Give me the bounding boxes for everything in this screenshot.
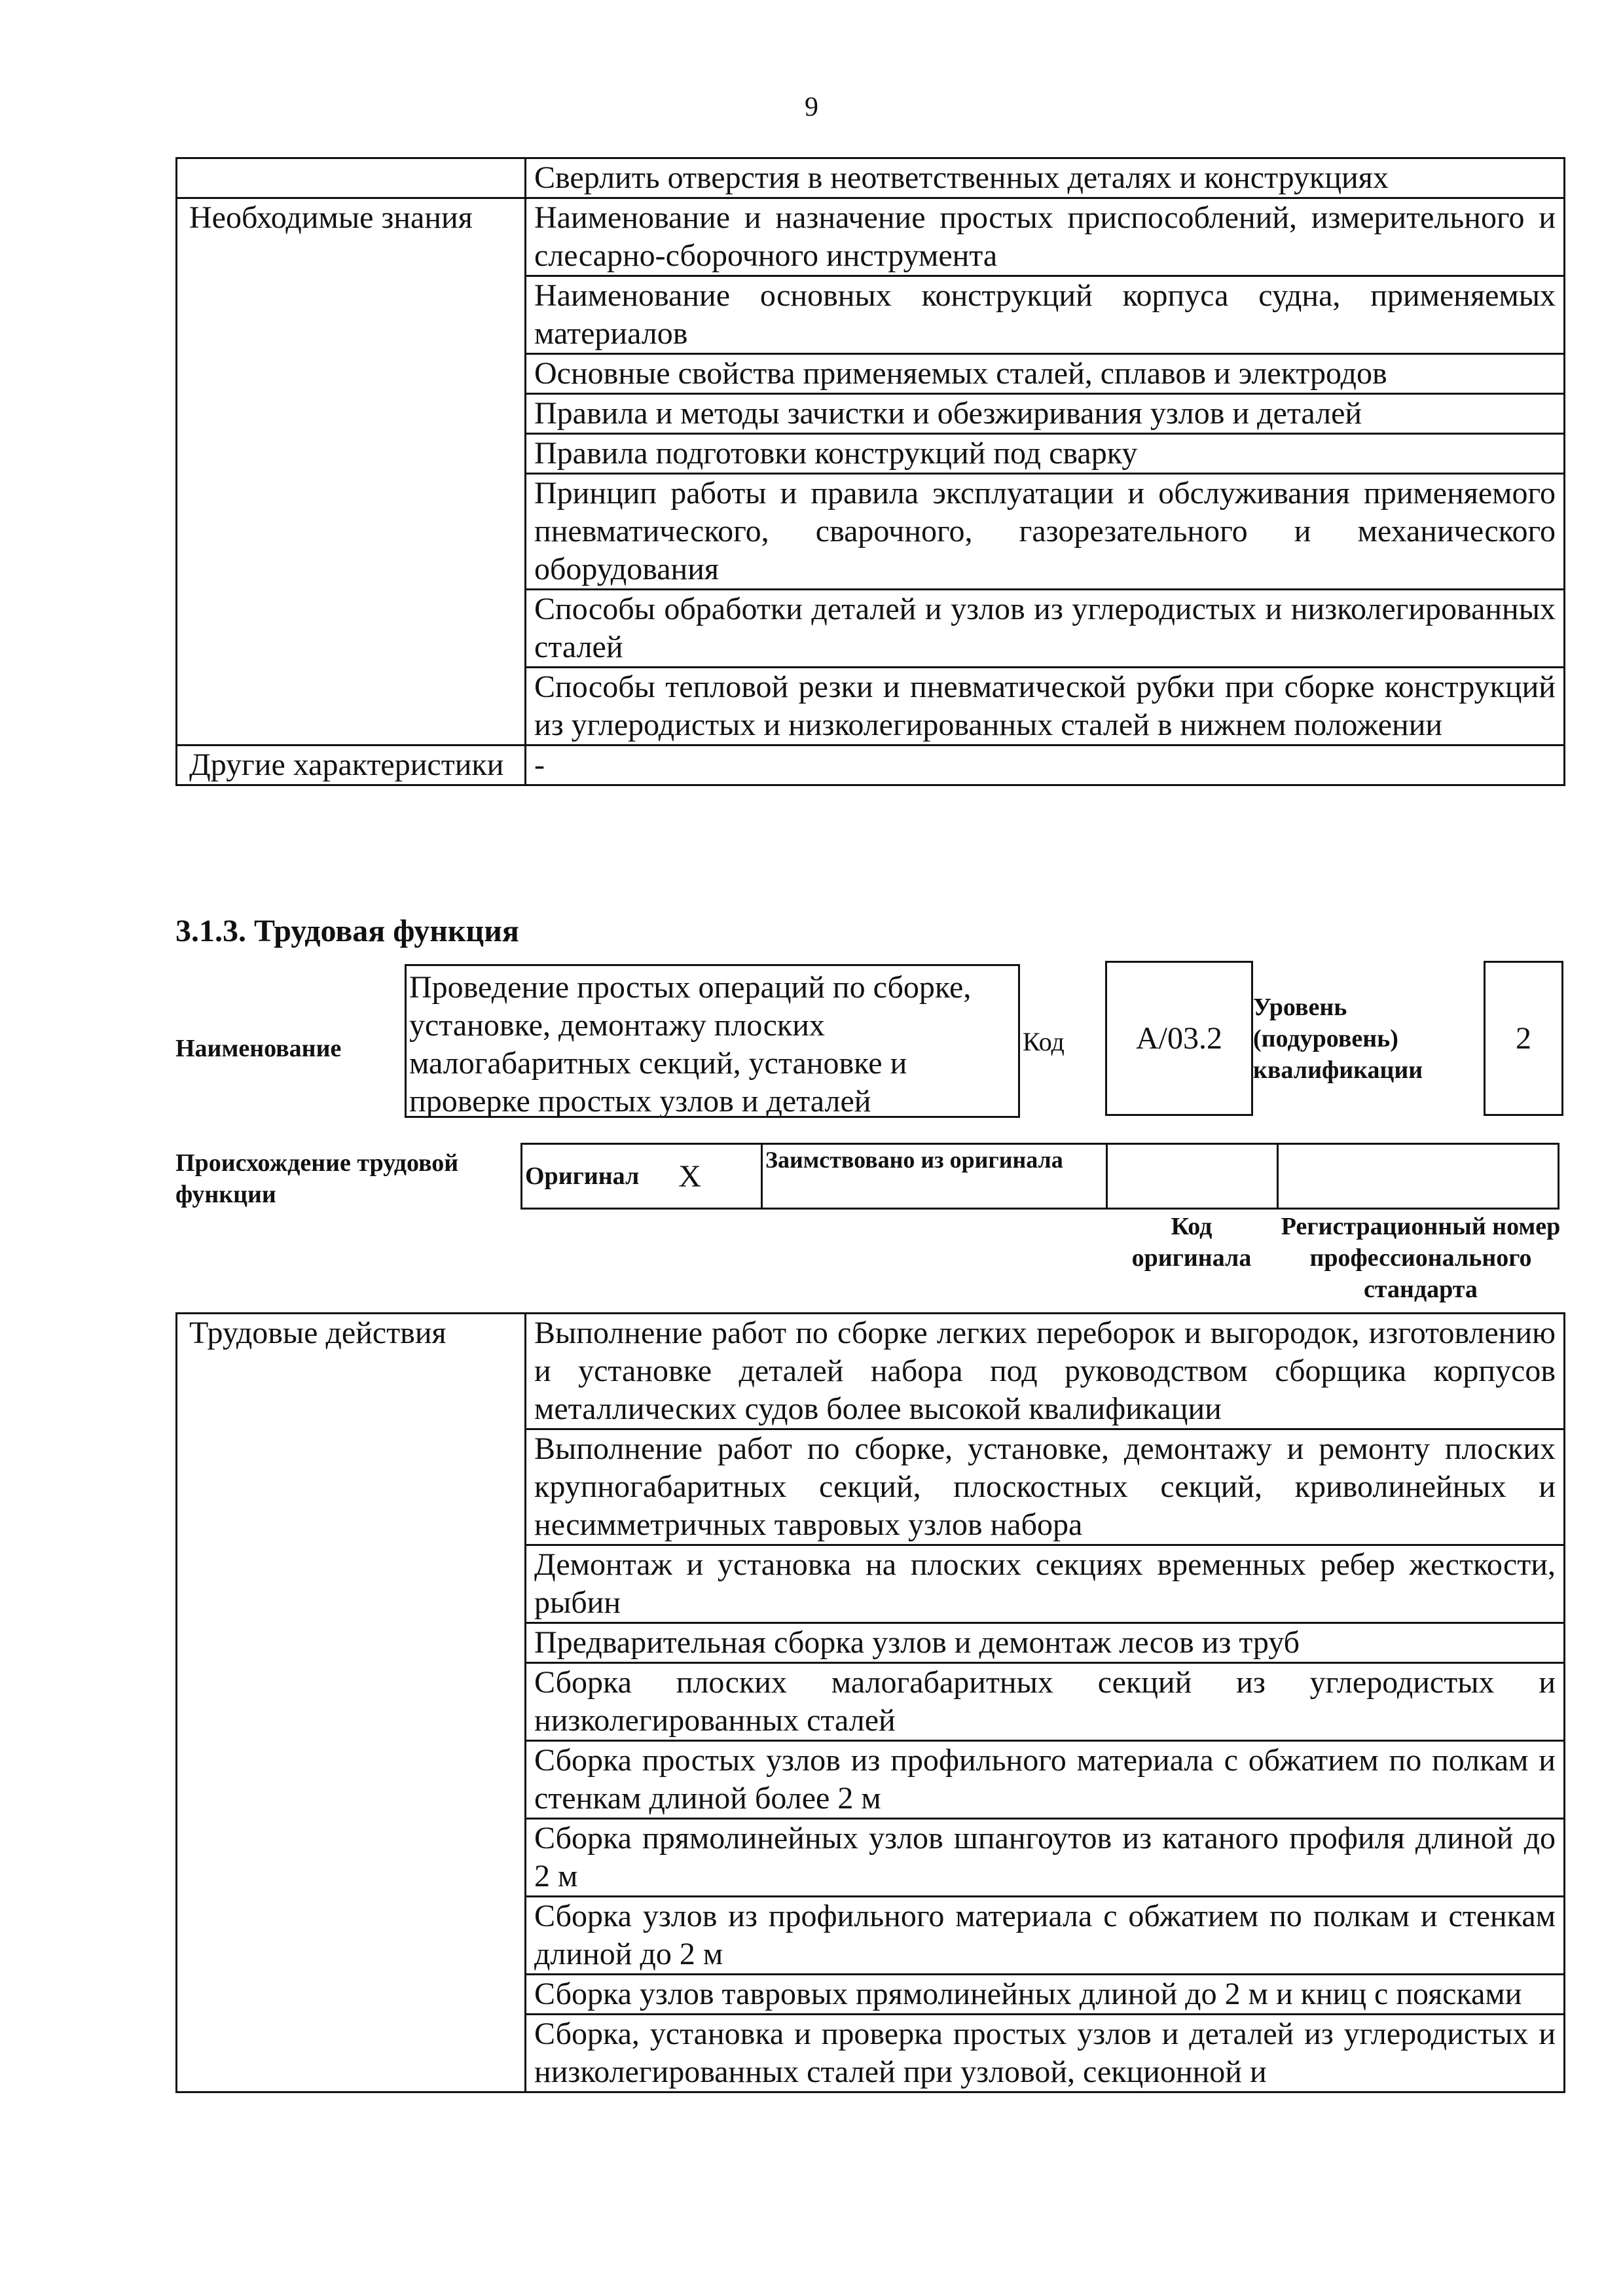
action-item: Сборка узлов из профильного материала с обжатием по полкам и стенкам длиной до 2 м	[526, 1897, 1565, 1975]
code-label: Код	[1023, 1027, 1065, 1056]
knowledge-item: Способы тепловой резки и пневматической рубки при сборке конструкций из углеродистых и низколегированных сталей в нижнем положении	[526, 668, 1565, 745]
action-item: Выполнение работ по сборке, установке, демонтажу и ремонту плоских крупногабаритных секций, плоскостных секций, криволинейных и несимметричных тавровых узлов набора	[526, 1429, 1565, 1545]
table-row	[177, 745, 1565, 785]
original-mark: X	[678, 1158, 701, 1194]
reg-caption: Регистрационный номер профессионального стандарта	[1281, 1213, 1561, 1303]
function-name-label: Наименование	[175, 1035, 342, 1062]
knowledge-item: Способы обработки деталей и узлов из углеродистых и низколегированных сталей	[526, 590, 1565, 668]
level-label: Уровень (подуровень) квалификации	[1253, 994, 1423, 1084]
action-item: Сборка простых узлов из профильного материала с обжатием по полкам и стенкам длиной более 2 м	[526, 1741, 1565, 1819]
code-caption: Код оригинала	[1131, 1213, 1252, 1272]
knowledge-table	[175, 157, 1565, 786]
action-item: Сборка узлов тавровых прямолинейных длиной до 2 м и книц с поясками	[526, 1975, 1565, 2015]
other-characteristics-value: -	[526, 745, 1565, 785]
table-row	[177, 1314, 1565, 1429]
knowledge-item: Правила и методы зачистки и обезжиривания узлов и деталей	[526, 394, 1565, 434]
action-item: Выполнение работ по сборке легких переборок и выгородок, изготовлению и установке деталей набора под руководством сборщика корпусов металлических судов более высокой квалификации	[526, 1314, 1565, 1429]
knowledge-item: Правила подготовки конструкций под сварку	[526, 434, 1565, 474]
other-characteristics-label: Другие характеристики	[177, 745, 526, 785]
origin-original-cell	[520, 1143, 763, 1210]
action-item: Сборка плоских малогабаритных секций из углеродистых и низколегированных сталей	[526, 1663, 1565, 1741]
skill-item: Сверлить отверстия в неответственных деталях и конструкциях	[526, 158, 1565, 198]
table-row	[177, 158, 1565, 198]
knowledge-label: Необходимые знания	[177, 198, 526, 745]
empty-label-cell	[177, 158, 526, 198]
action-item: Предварительная сборка узлов и демонтаж лесов из труб	[526, 1623, 1565, 1663]
action-item: Сборка прямолинейных узлов шпангоутов из катаного профиля длиной до 2 м	[526, 1819, 1565, 1897]
knowledge-item: Принцип работы и правила эксплуатации и обслуживания применяемого пневматического, сварочного, газорезательного и механического оборудования	[526, 474, 1565, 590]
origin-code-cell	[1106, 1143, 1279, 1210]
code-value: A/03.2	[1105, 961, 1253, 1116]
borrowed-label: Заимствовано из оригинала	[761, 1143, 1108, 1210]
origin-row	[522, 1143, 1559, 1210]
table-row	[177, 198, 1565, 276]
knowledge-item: Наименование и назначение простых приспособлений, измерительного и слесарно-сборочного инструмента	[526, 198, 1565, 276]
section-title: 3.1.3. Трудовая функция	[175, 914, 519, 948]
knowledge-item: Наименование основных конструкций корпуса судна, применяемых материалов	[526, 276, 1565, 354]
original-label: Оригинал	[525, 1162, 640, 1190]
level-value: 2	[1484, 961, 1563, 1116]
actions-table	[175, 1312, 1565, 2093]
knowledge-item: Основные свойства применяемых сталей, сплавов и электродов	[526, 354, 1565, 394]
action-item: Демонтаж и установка на плоских секциях временных ребер жесткости, рыбин	[526, 1545, 1565, 1623]
page-number: 9	[805, 92, 818, 122]
function-name-value: Проведение простых операций по сборке, установке, демонтажу плоских малогабаритных секций, установке и проверке простых узлов и деталей	[405, 964, 1020, 1118]
actions-label: Трудовые действия	[177, 1314, 526, 2092]
origin-label: Происхождение трудовой функции	[175, 1149, 459, 1208]
origin-reg-cell	[1277, 1143, 1559, 1210]
action-item: Сборка, установка и проверка простых узлов и деталей из углеродистых и низколегированных сталей при узловой, секционной и	[526, 2015, 1565, 2092]
